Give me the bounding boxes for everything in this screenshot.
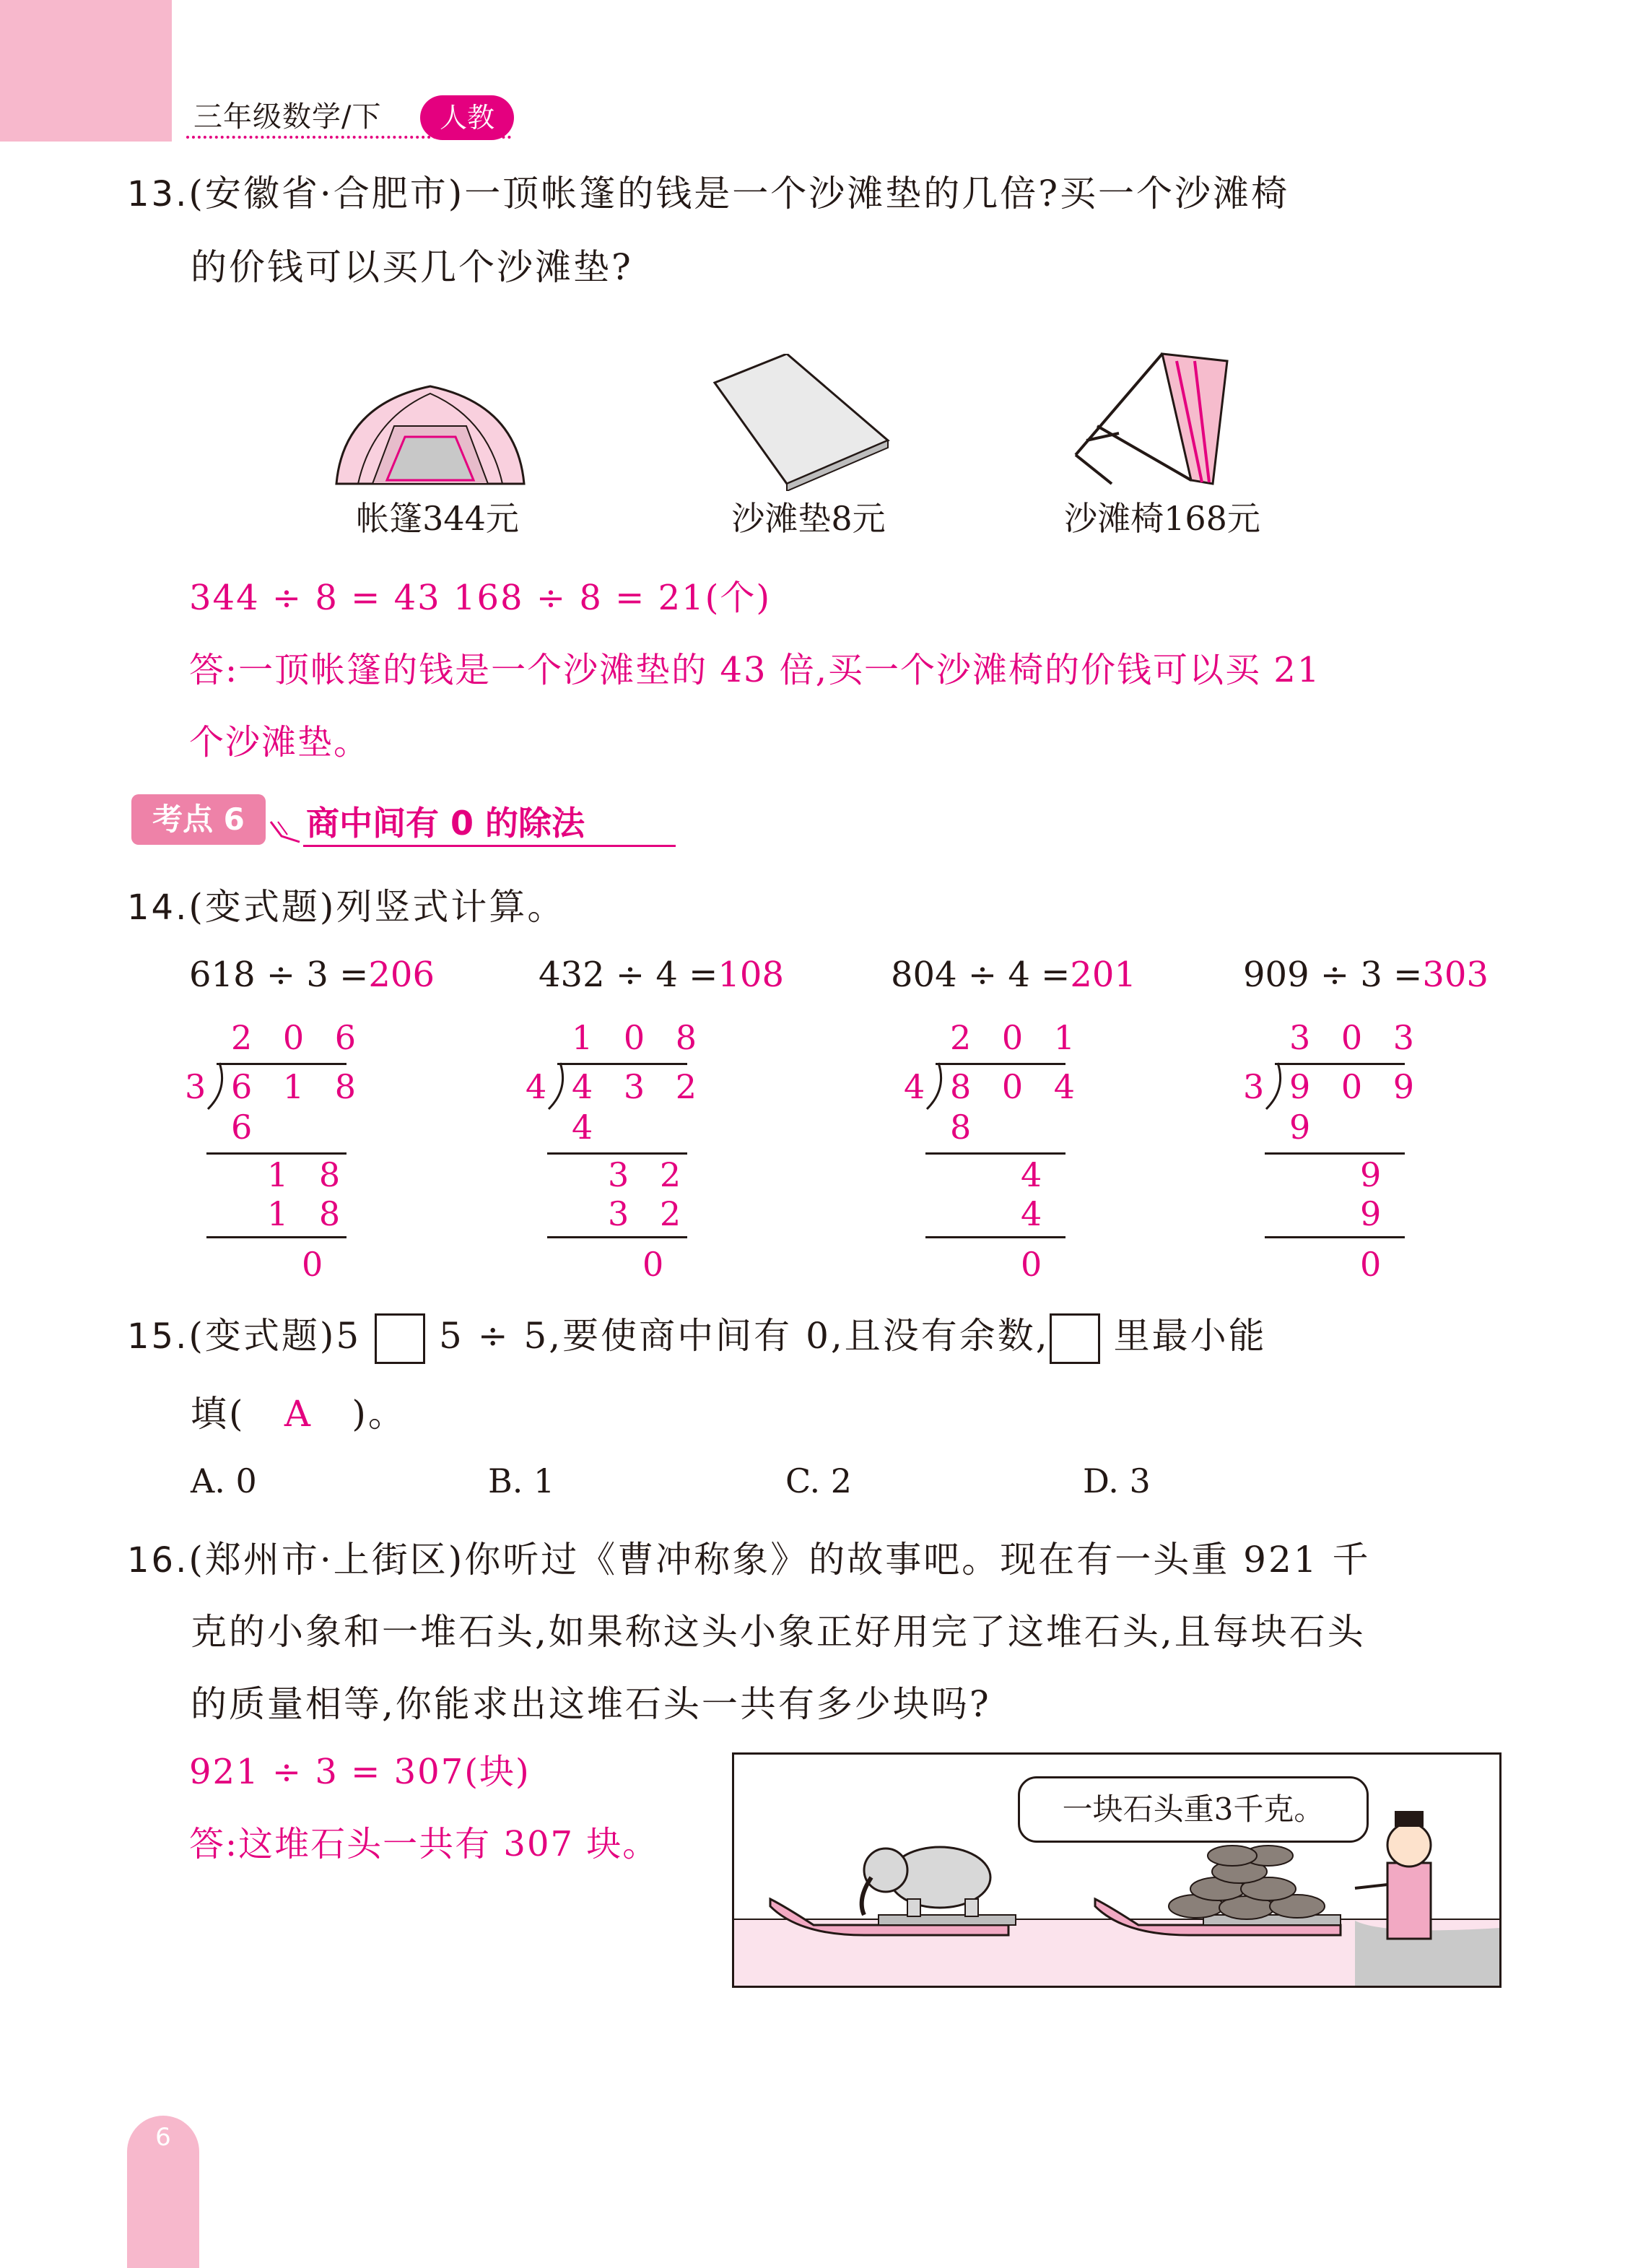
ld2-step1: 4: [572, 1108, 603, 1147]
q15-option-a[interactable]: A. 0: [191, 1461, 257, 1500]
q15-blank-box-1[interactable]: [375, 1313, 425, 1364]
q15-option-c[interactable]: C. 2: [785, 1461, 853, 1500]
q14-expr-3: 804 ÷ 4 =: [891, 955, 1071, 995]
long-division-2: [526, 1018, 707, 1285]
q15-line1: [127, 1300, 1267, 1373]
beach-mat-image: [707, 354, 895, 491]
ld4-divisor: 3: [1243, 1067, 1275, 1106]
header-badge: 人教: [420, 95, 514, 140]
q14-problem-1: [189, 955, 435, 995]
ld1-remainder: 0: [302, 1245, 334, 1284]
ld3-divisor: 4: [904, 1067, 936, 1106]
ld3-dividend: 8 0 4: [950, 1067, 1086, 1106]
q16-line1: [127, 1524, 1370, 1596]
q14-text: (变式题)列竖式计算。: [188, 886, 566, 928]
q16-number: 16.: [127, 1540, 189, 1581]
q14-problem-3: [891, 955, 1136, 995]
q14-problem-2: [539, 955, 784, 995]
q14-expr-2: 432 ÷ 4 =: [539, 955, 718, 995]
ld1-dividend: 6 1 8: [231, 1067, 367, 1106]
q14-line1: [127, 871, 565, 944]
q14-result-3: 201: [1070, 955, 1136, 995]
q13-line1: [127, 157, 1289, 230]
q15-blank-box-2[interactable]: [1050, 1313, 1100, 1364]
q15-answer: A: [284, 1393, 313, 1435]
header-divider: [186, 136, 511, 139]
beach-mat-caption: 沙滩垫8元: [731, 499, 886, 538]
ld4-dividend: 9 0 9: [1289, 1067, 1425, 1106]
topic-badge: 考点 6: [131, 794, 266, 845]
ld2-step2: 3 2: [608, 1155, 692, 1194]
q13-text-1: (安徽省·合肥市)一顶帐篷的钱是一个沙滩垫的几倍?买一个沙滩椅: [188, 173, 1290, 214]
header-tab: [0, 0, 172, 142]
q15-option-b[interactable]: B. 1: [488, 1461, 555, 1500]
ld2-remainder: 0: [642, 1245, 674, 1284]
beach-chair-caption: 沙滩椅168元: [1064, 499, 1260, 538]
long-division-3: [904, 1018, 1086, 1285]
ld3-step3: 4: [1021, 1194, 1052, 1233]
beach-chair-image: [1068, 347, 1234, 491]
q15-text-3: 里最小能: [1113, 1315, 1267, 1357]
ld3-remainder: 0: [1021, 1245, 1052, 1284]
elephant-image: [862, 1847, 990, 1916]
ld4-step3: 9: [1360, 1194, 1392, 1233]
q13-number: 13.: [127, 174, 189, 214]
q14-result-2: 108: [718, 955, 784, 995]
ld1-step2: 1 8: [267, 1155, 351, 1194]
topic-arrow-icon: [267, 814, 303, 851]
q14-expr-1: 618 ÷ 3 =: [189, 955, 369, 995]
q13-answer-equation: 344 ÷ 8 = 43 168 ÷ 8 = 21(个): [189, 578, 772, 618]
stone-pile-image: [1169, 1846, 1325, 1919]
ld3-step1: 8: [950, 1108, 982, 1147]
ld1-step3: 1 8: [267, 1194, 351, 1233]
q15-text-1: (变式题)5: [188, 1315, 362, 1357]
page-number: 6: [155, 2123, 171, 2152]
q15-line2: [191, 1378, 406, 1450]
ld3-quotient: 2 0 1: [950, 1018, 1086, 1057]
speech-bubble: 一块石头重3千克。: [1018, 1776, 1369, 1843]
ld2-dividend: 4 3 2: [572, 1067, 707, 1106]
ld4-remainder: 0: [1360, 1245, 1392, 1284]
ld4-quotient: 3 0 3: [1289, 1018, 1425, 1057]
q15-fill-close: )。: [352, 1393, 406, 1435]
cao-chong-figure: [1355, 1811, 1499, 1986]
q16-answer-equation: 921 ÷ 3 = 307(块): [189, 1752, 531, 1792]
topic-underline: [303, 845, 676, 847]
q15-text-2: 5 ÷ 5,要使商中间有 0,且没有余数,: [438, 1315, 1050, 1357]
q14-result-4: 303: [1422, 955, 1489, 995]
tent-image: [329, 375, 531, 491]
ld1-step1: 6: [231, 1108, 263, 1147]
topic-title: 商中间有 0 的除法: [306, 804, 585, 843]
q16-line3: 的质量相等,你能求出这堆石头一共有多少块吗?: [191, 1683, 991, 1725]
q16-text-1: (郑州市·上街区)你听过《曹冲称象》的故事吧。现在有一头重 921 千: [188, 1539, 1371, 1581]
ld2-step3: 3 2: [608, 1194, 692, 1233]
ld4-step1: 9: [1289, 1108, 1321, 1147]
q14-number: 14.: [127, 887, 189, 928]
long-division-1: [185, 1018, 367, 1285]
ld2-quotient: 1 0 8: [572, 1018, 707, 1057]
ld3-step2: 4: [1021, 1155, 1052, 1194]
q13-line2: 的价钱可以买几个沙滩垫?: [191, 246, 633, 288]
q15-fill-open: 填(: [191, 1393, 245, 1435]
ld4-step2: 9: [1360, 1155, 1392, 1194]
q16-answer-text: 答:这堆石头一共有 307 块。: [189, 1824, 659, 1864]
q14-expr-4: 909 ÷ 3 =: [1243, 955, 1423, 995]
q14-result-1: 206: [368, 955, 435, 995]
header-title: 三年级数学/下: [193, 100, 382, 134]
ld1-quotient: 2 0 6: [231, 1018, 367, 1057]
ld2-divisor: 4: [526, 1067, 557, 1106]
long-division-4: [1243, 1018, 1425, 1285]
q14-problem-4: [1243, 955, 1489, 995]
q13-answer-line1: 答:一顶帐篷的钱是一个沙滩垫的 43 倍,买一个沙滩椅的价钱可以买 21: [189, 650, 1321, 690]
q15-option-d[interactable]: D. 3: [1083, 1461, 1151, 1500]
q16-line2: 克的小象和一堆石头,如果称这头小象正好用完了这堆石头,且每块石头: [191, 1611, 1366, 1653]
tent-caption: 帐篷344元: [356, 499, 519, 538]
q13-answer-line2: 个沙滩垫。: [189, 722, 370, 762]
q15-number: 15.: [127, 1316, 189, 1357]
ld1-divisor: 3: [185, 1067, 217, 1106]
